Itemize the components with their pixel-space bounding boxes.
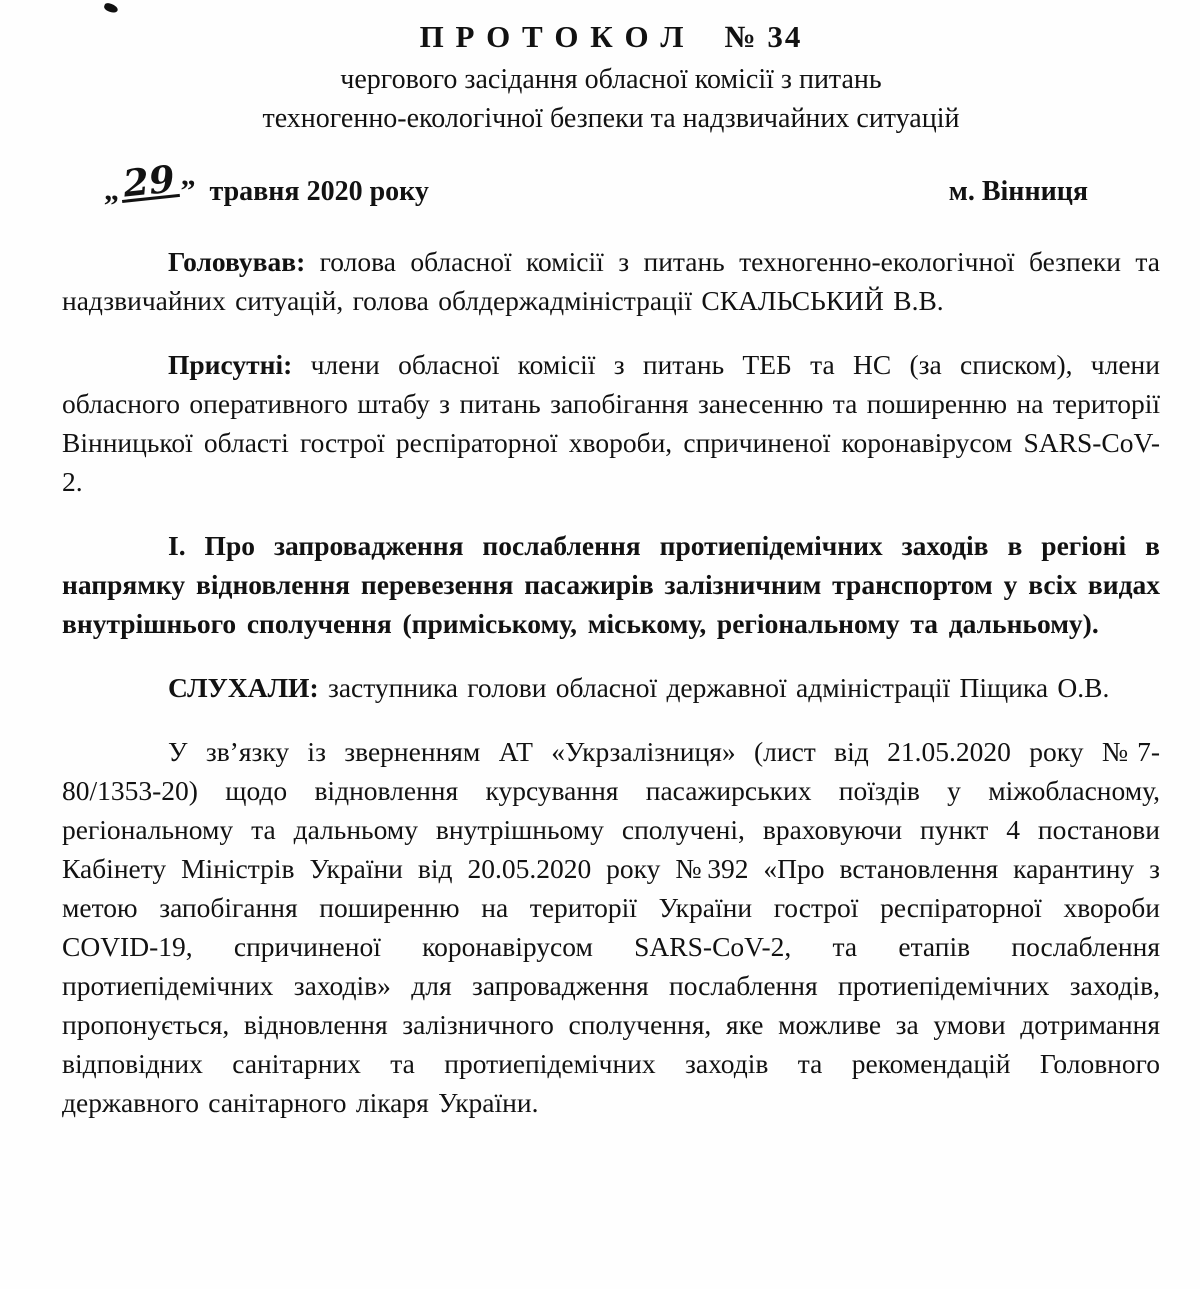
paragraph-text: I. Про запровадження послаблення протиепідемічних заходів в регіоні в напрямку відновлення перевезення пасажирів залізничним транспортом у всіх видах внутрішнього сполучення (приміському, міському, регіональному та дальньому).: [62, 530, 1160, 639]
document-header: [62, 14, 1160, 138]
document-subtitle-line2: техногенно-екологічної безпеки та надзвичайних ситуацій: [262, 103, 960, 134]
open-quote: „: [104, 174, 119, 207]
paragraph-chaired-by: [62, 242, 1160, 320]
date-month-year: травня 2020 року: [209, 176, 429, 207]
scan-artifact: [103, 2, 119, 14]
document-title: П Р О Т О К О Л № 34: [419, 19, 803, 54]
close-quote: ”: [180, 174, 196, 207]
place-label: м. Вінниця: [948, 176, 1088, 207]
paragraph-text: голова обласної комісії з питань техногенно-екологічної безпеки та надзвичайних ситуацій, голова облдержадміністрації СКАЛЬСЬКИЙ В.В.: [62, 246, 1160, 316]
paragraph-text: заступника голови обласної державної адміністрації Піщика О.В.: [318, 672, 1110, 703]
paragraph-body: [62, 732, 1160, 1122]
handwritten-day: 29: [119, 163, 180, 203]
date-value: [104, 156, 429, 208]
paragraph-attendees: [62, 345, 1160, 501]
paragraph-agenda-item: [62, 526, 1160, 643]
date-row: [62, 156, 1160, 208]
paragraph-text: У зв’язку із зверненням АТ «Укрзалізниця» (лист від 21.05.2020 року №7-80/1353-20) щодо відновлення курсування пасажирських поїздів у міжобласному, регіональному та дальньому внутрішньому сполучені, враховуючи пункт 4 постанови Кабінету Міністрів України від 20.05.2020 року №392 «Про встановлення карантину з метою запобігання поширенню на території України гострої респіраторної хвороби COVID-19, спричиненої коронавірусом SARS-CoV-2, та етапів послаблення протиепідемічних заходів» для запровадження послаблення протиепідемічних заходів, пропонується, відновлення залізничного сполучення, яке можливе за умови дотримання відповідних санітарних та протиепідемічних заходів та рекомендацій Головного державного санітарного лікаря України.: [62, 736, 1160, 1118]
paragraph-lead: СЛУХАЛИ:: [168, 672, 319, 703]
paragraph-lead: Головував:: [168, 246, 306, 277]
paragraph-heard: [62, 668, 1160, 707]
paragraph-text: члени обласної комісії з питань ТЕБ та НС (за списком), члени обласного оперативного штабу з питань запобігання занесенню та поширенню на території Вінницької області гострої респіраторної хвороби, спричиненої коронавірусом SARS-CoV-2.: [62, 349, 1160, 497]
paragraph-lead: Присутні:: [168, 349, 293, 380]
document-subtitle-line1: чергового засідання обласної комісії з питань: [340, 64, 882, 95]
